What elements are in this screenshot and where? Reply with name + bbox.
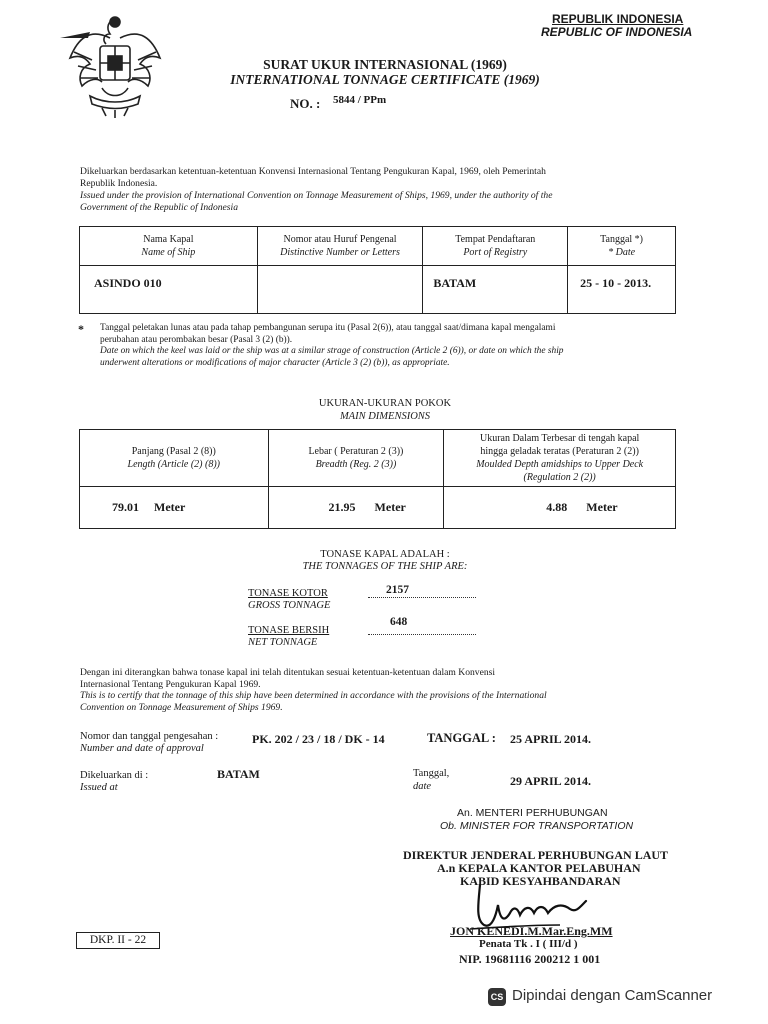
net-tonnage-label-en: NET TONNAGE xyxy=(248,637,318,648)
intro-id-line1: Dikeluarkan berdasarkan ketentuan-ketentuan Konvensi Internasional Tentang Pengukuran Kapal, 1969, oleh Pemerintah xyxy=(80,166,546,177)
form-code: DKP. II - 22 xyxy=(89,934,147,946)
depth-value: 4.88 xyxy=(546,500,568,514)
intro-id-line2: Republik Indonesia. xyxy=(80,178,158,189)
approval-label-en: Number and date of approval xyxy=(80,743,204,754)
approval-date-label: TANGGAL : xyxy=(427,731,496,745)
ship-table-header-row xyxy=(80,227,676,266)
tonnage-title-en: THE TONNAGES OF THE SHIP ARE: xyxy=(302,561,468,572)
issued-date-label-en: date xyxy=(413,781,432,792)
gross-tonnage-label-id: TONASE KOTOR xyxy=(248,588,328,599)
issued-date-value: 29 APRIL 2014. xyxy=(510,774,592,788)
intro-en-line2: Government of the Republic of Indonesia xyxy=(80,202,238,213)
dimensions-table xyxy=(79,429,676,529)
ship-port-value: BATAM xyxy=(423,266,568,314)
issued-date-label-id: Tanggal, xyxy=(413,768,450,779)
gross-tonnage-value: 2157 xyxy=(386,584,409,596)
net-tonnage-label-id: TONASE BERSIH xyxy=(248,625,330,636)
dimensions-title-id: UKURAN-UKURAN POKOK xyxy=(318,398,452,409)
intro-en-line1: Issued under the provision of International Convention on Tonnage Measurement of Ships, 1969, under the authority of the xyxy=(80,190,553,201)
issued-label-id: Dikeluarkan di : xyxy=(80,770,149,781)
ship-table-header-date: Tanggal *) * Date xyxy=(568,227,676,266)
signature-line-minister-id: An. MENTERI PERHUBUNGAN xyxy=(457,807,608,819)
ship-number-value xyxy=(257,266,423,314)
tonnage-title-id: TONASE KAPAL ADALAH : xyxy=(320,549,450,560)
ship-table-header-port: Tempat Pendaftaran Port of Registry xyxy=(423,227,568,266)
ship-table-header-number: Nomor atau Huruf Pengenal Distinctive Number or Letters xyxy=(257,227,423,266)
certificate-number-value: 5844 / PPm xyxy=(333,94,387,106)
breadth-value: 21.95 xyxy=(328,500,356,514)
ship-table-header-name: Nama Kapal Name of Ship xyxy=(80,227,258,266)
approval-label-id: Nomor dan tanggal pengesahan : xyxy=(80,731,219,742)
issued-label-en: Issued at xyxy=(80,782,118,793)
certificate-title-en: INTERNATIONAL TONNAGE CERTIFICATE (1969) xyxy=(230,72,540,87)
approval-number: PK. 202 / 23 / 18 / DK - 14 xyxy=(252,732,385,746)
length-unit: Meter xyxy=(154,500,186,514)
form-code-box xyxy=(76,932,160,949)
certificate-number-label: NO. : xyxy=(290,96,321,111)
dimensions-header-depth: Ukuran Dalam Terbesar di tengah kapal hingga geladak teratas (Peraturan 2 (2)) Moulded Depth amidships to Upper Deck (Regulation 2 (2)) xyxy=(444,430,676,487)
signatory-nip: NIP. 19681116 200212 1 001 xyxy=(459,952,601,966)
intro-paragraph xyxy=(80,166,690,214)
depth-cell xyxy=(444,487,676,529)
depth-unit: Meter xyxy=(586,500,618,514)
breadth-unit: Meter xyxy=(374,500,406,514)
net-tonnage-dotted-line xyxy=(368,622,476,635)
certify-paragraph: Dengan ini diterangkan bahwa tonase kapal ini telah ditentukan sesuai ketentuan-ketentuan dalam Konvensi Internasional Tentang Pengukuran Kapal 1969. This is to certify that the tonnage of this ship have been determined in accordance with the provisions of the International Convention on Tonnage Measurement of Ships 1969. xyxy=(80,667,547,713)
ship-date-value: 25 - 10 - 2013. xyxy=(568,266,676,314)
approval-date-value: 25 APRIL 2014. xyxy=(510,732,592,746)
certificate-title-id: SURAT UKUR INTERNASIONAL (1969) xyxy=(263,57,507,72)
length-cell xyxy=(80,487,269,529)
footnote-paragraph: Tanggal peletakan lunas atau pada tahap pembangunan serupa itu (Pasal 2(6)), atau tanggal saat/dimana kapal mengalami perubahan atau perombakan besar (Pasal 3 (2) (b)). Date on which the keel was laid or the ship was at a similar strage of construction (Article 2 (6)), or date on which the ship underwent alterations or modifications of major character (Article 3 (2) (b)), as appropriate. xyxy=(100,323,564,368)
signature-line-kabid: KABID KESYAHBANDARAN xyxy=(460,874,621,888)
ship-table-value-row xyxy=(80,266,676,314)
gross-tonnage-label-en: GROSS TONNAGE xyxy=(248,600,331,611)
republic-title-en: REPUBLIC OF INDONESIA xyxy=(541,25,693,39)
signature-line-port-head: A.n KEPALA KANTOR PELABUHAN xyxy=(437,861,641,875)
issued-place: BATAM xyxy=(217,767,260,781)
signature-line-director: DIREKTUR JENDERAL PERHUBUNGAN LAUT xyxy=(403,848,669,862)
net-tonnage-value: 648 xyxy=(390,616,408,628)
gross-tonnage-dotted-line xyxy=(368,585,476,598)
camscanner-logo-icon: CS xyxy=(488,988,506,1006)
dimensions-value-row xyxy=(80,487,676,529)
garuda-emblem-icon xyxy=(60,8,170,120)
dimensions-header-row xyxy=(80,430,676,487)
dimensions-title-en: MAIN DIMENSIONS xyxy=(339,411,431,422)
camscanner-text: Dipindai dengan CamScanner xyxy=(512,987,713,1004)
signatory-name: JON KENEDI.M.Mar.Eng.MM xyxy=(450,924,613,938)
length-value: 79.01 xyxy=(112,500,139,514)
dimensions-header-breadth: Lebar ( Peraturan 2 (3)) Breadth (Reg. 2 (3)) xyxy=(268,430,444,487)
signatory-rank: Penata Tk . I ( III/d ) xyxy=(479,938,578,950)
ship-name-value: ASINDO 010 xyxy=(80,266,258,314)
dimensions-header-length: Panjang (Pasal 2 (8)) Length (Article (2) (8)) xyxy=(80,430,269,487)
footnote-star: * xyxy=(78,322,84,336)
breadth-cell xyxy=(268,487,444,529)
republic-title-id: REPUBLIK INDONESIA xyxy=(552,12,684,26)
ship-info-table xyxy=(79,226,676,314)
signature-line-minister-en: Ob. MINISTER FOR TRANSPORTATION xyxy=(440,820,634,832)
